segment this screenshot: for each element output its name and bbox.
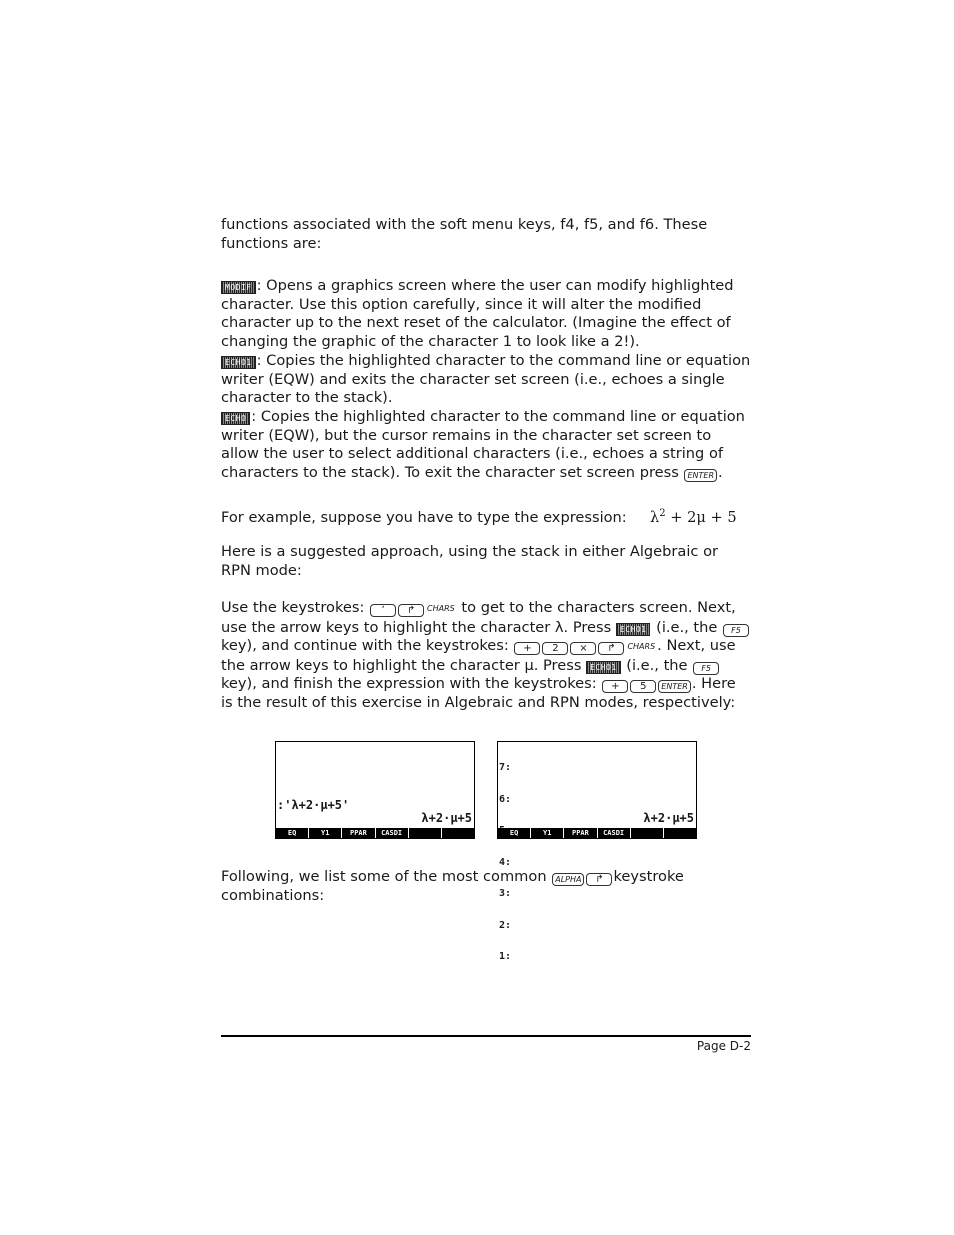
rpn-level-4: 4:	[499, 856, 512, 868]
expr-rest: + 2μ + 5	[665, 508, 737, 526]
rpn-level-1: 1:	[499, 951, 512, 962]
menu-blank-1	[630, 828, 663, 838]
menu-blank-1	[408, 828, 441, 838]
rpn-level-3: 3:	[499, 888, 512, 899]
keystrokes-text-5: . Next, use the arrow keys to highlight the character μ. Press	[221, 637, 736, 674]
f5-key-icon-2: F5	[693, 662, 719, 675]
following-paragraph	[221, 868, 751, 905]
five-key-icon: 5	[630, 680, 656, 693]
footer-rule	[221, 1035, 751, 1037]
following-text-2: keystroke combinations:	[221, 868, 684, 904]
example-paragraph	[221, 505, 751, 527]
echo-text: : Copies the highlighted character to the command line or equation writer (EQW), but the cursor remains in the character set screen to allow the user to select additional characters (i.e., echoes a string of characters to the stack). To exit the character set screen press	[221, 408, 745, 481]
modif-softkey: MODIF	[221, 281, 256, 294]
rpn-level-2: 2:	[499, 919, 512, 931]
example-expression	[650, 509, 737, 526]
right-shift-key-icon-3: ↱	[586, 873, 612, 886]
plus-key-icon-2: +	[602, 680, 628, 693]
approach-paragraph: Here is a suggested approach, using the stack in either Algebraic or RPN mode:	[221, 543, 718, 579]
rpn-level-6: 6:	[499, 793, 512, 805]
following-text-1: Following, we list some of the most common	[221, 868, 552, 885]
echo1-softkey-inline: ECHO1	[616, 623, 651, 636]
menu-blank-2	[441, 828, 474, 838]
keystrokes-text-7: key), and finish the expression with the keystrokes:	[221, 675, 602, 693]
menu-y1: Y1	[308, 828, 341, 838]
rpn-softmenu	[498, 828, 696, 838]
algebraic-screen	[275, 741, 475, 839]
rpn-levels	[499, 742, 535, 984]
echo-text-end: .	[718, 463, 723, 481]
alg-result: λ+2·μ+5	[421, 811, 472, 825]
alg-softmenu	[276, 828, 474, 838]
page-number: Page D-2	[696, 1039, 751, 1053]
times-key-icon: ×	[570, 642, 596, 655]
keystrokes-text-2: to get to the characters screen. Next, use the arrow keys to highlight the character λ. Press	[221, 599, 736, 636]
menu-casdi: CASDI	[375, 828, 408, 838]
keystrokes-text-6: (i.e., the	[621, 656, 693, 674]
intro-paragraph: functions associated with the soft menu keys, f4, f5, and f6. These functions are:	[221, 216, 708, 252]
expr-exponent: 2	[659, 508, 666, 519]
plus-key-icon: +	[514, 642, 540, 655]
keystrokes-text-1: Use the keystrokes:	[221, 599, 370, 616]
menu-ppar: PPAR	[341, 828, 374, 838]
alpha-key-icon: ALPHA	[552, 873, 584, 886]
modify-text: : Opens a graphics screen where the user can modify highlighted character. Use this option carefully, since it will alter the modified character up to the next reset of the calculator. (Imagine the effect of changing the graphic of the character 1 to look like a 2!).	[221, 277, 734, 350]
keystrokes-text-3: (i.e., the	[651, 618, 722, 636]
example-text: For example, suppose you have to type the expression:	[221, 508, 627, 526]
chars-label-2: CHARS	[627, 642, 656, 652]
expr-lambda: λ	[650, 508, 660, 526]
menu-blank-2	[663, 828, 696, 838]
enter-key-icon: ENTER	[684, 469, 717, 482]
keystrokes-text-4: key), and continue with the keystrokes:	[221, 637, 514, 655]
f5-key-icon: F5	[723, 624, 749, 637]
menu-eq: EQ	[509, 829, 519, 837]
menu-casdi: CASDI	[597, 828, 630, 838]
keystrokes-text-8: . Here is the result of this exercise in Algebraic and RPN modes, respectively:	[221, 675, 736, 711]
left-shift-key-icon: ʼ	[370, 604, 396, 617]
echo1-description	[221, 352, 751, 408]
menu-ppar: PPAR	[563, 828, 596, 838]
echo1-softkey: ECHO1	[221, 356, 256, 369]
echo-description	[221, 408, 751, 482]
right-shift-key-icon-2: ↱	[598, 642, 624, 655]
rpn-result: λ+2·μ+5	[643, 811, 694, 825]
echo-softkey: ECHO	[221, 412, 250, 425]
alg-entry-line: :'λ+2·μ+5'	[277, 798, 350, 812]
menu-y1: Y1	[530, 828, 563, 838]
modify-description	[221, 277, 751, 351]
rpn-level-7: 7:	[499, 762, 512, 773]
echo1-text: : Copies the highlighted character to the command line or equation writer (EQW) and exits the character set screen (i.e., echoes a single character to the stack).	[221, 352, 751, 407]
chars-label: CHARS	[427, 604, 455, 613]
enter-key-icon-2: ENTER	[658, 680, 691, 693]
right-shift-key-icon: ↱	[398, 604, 424, 617]
keystrokes-paragraph	[221, 599, 751, 713]
menu-eq: EQ	[287, 829, 297, 837]
echo1-softkey-inline-2: ECHO1	[586, 661, 621, 674]
two-key-icon: 2	[542, 642, 568, 655]
